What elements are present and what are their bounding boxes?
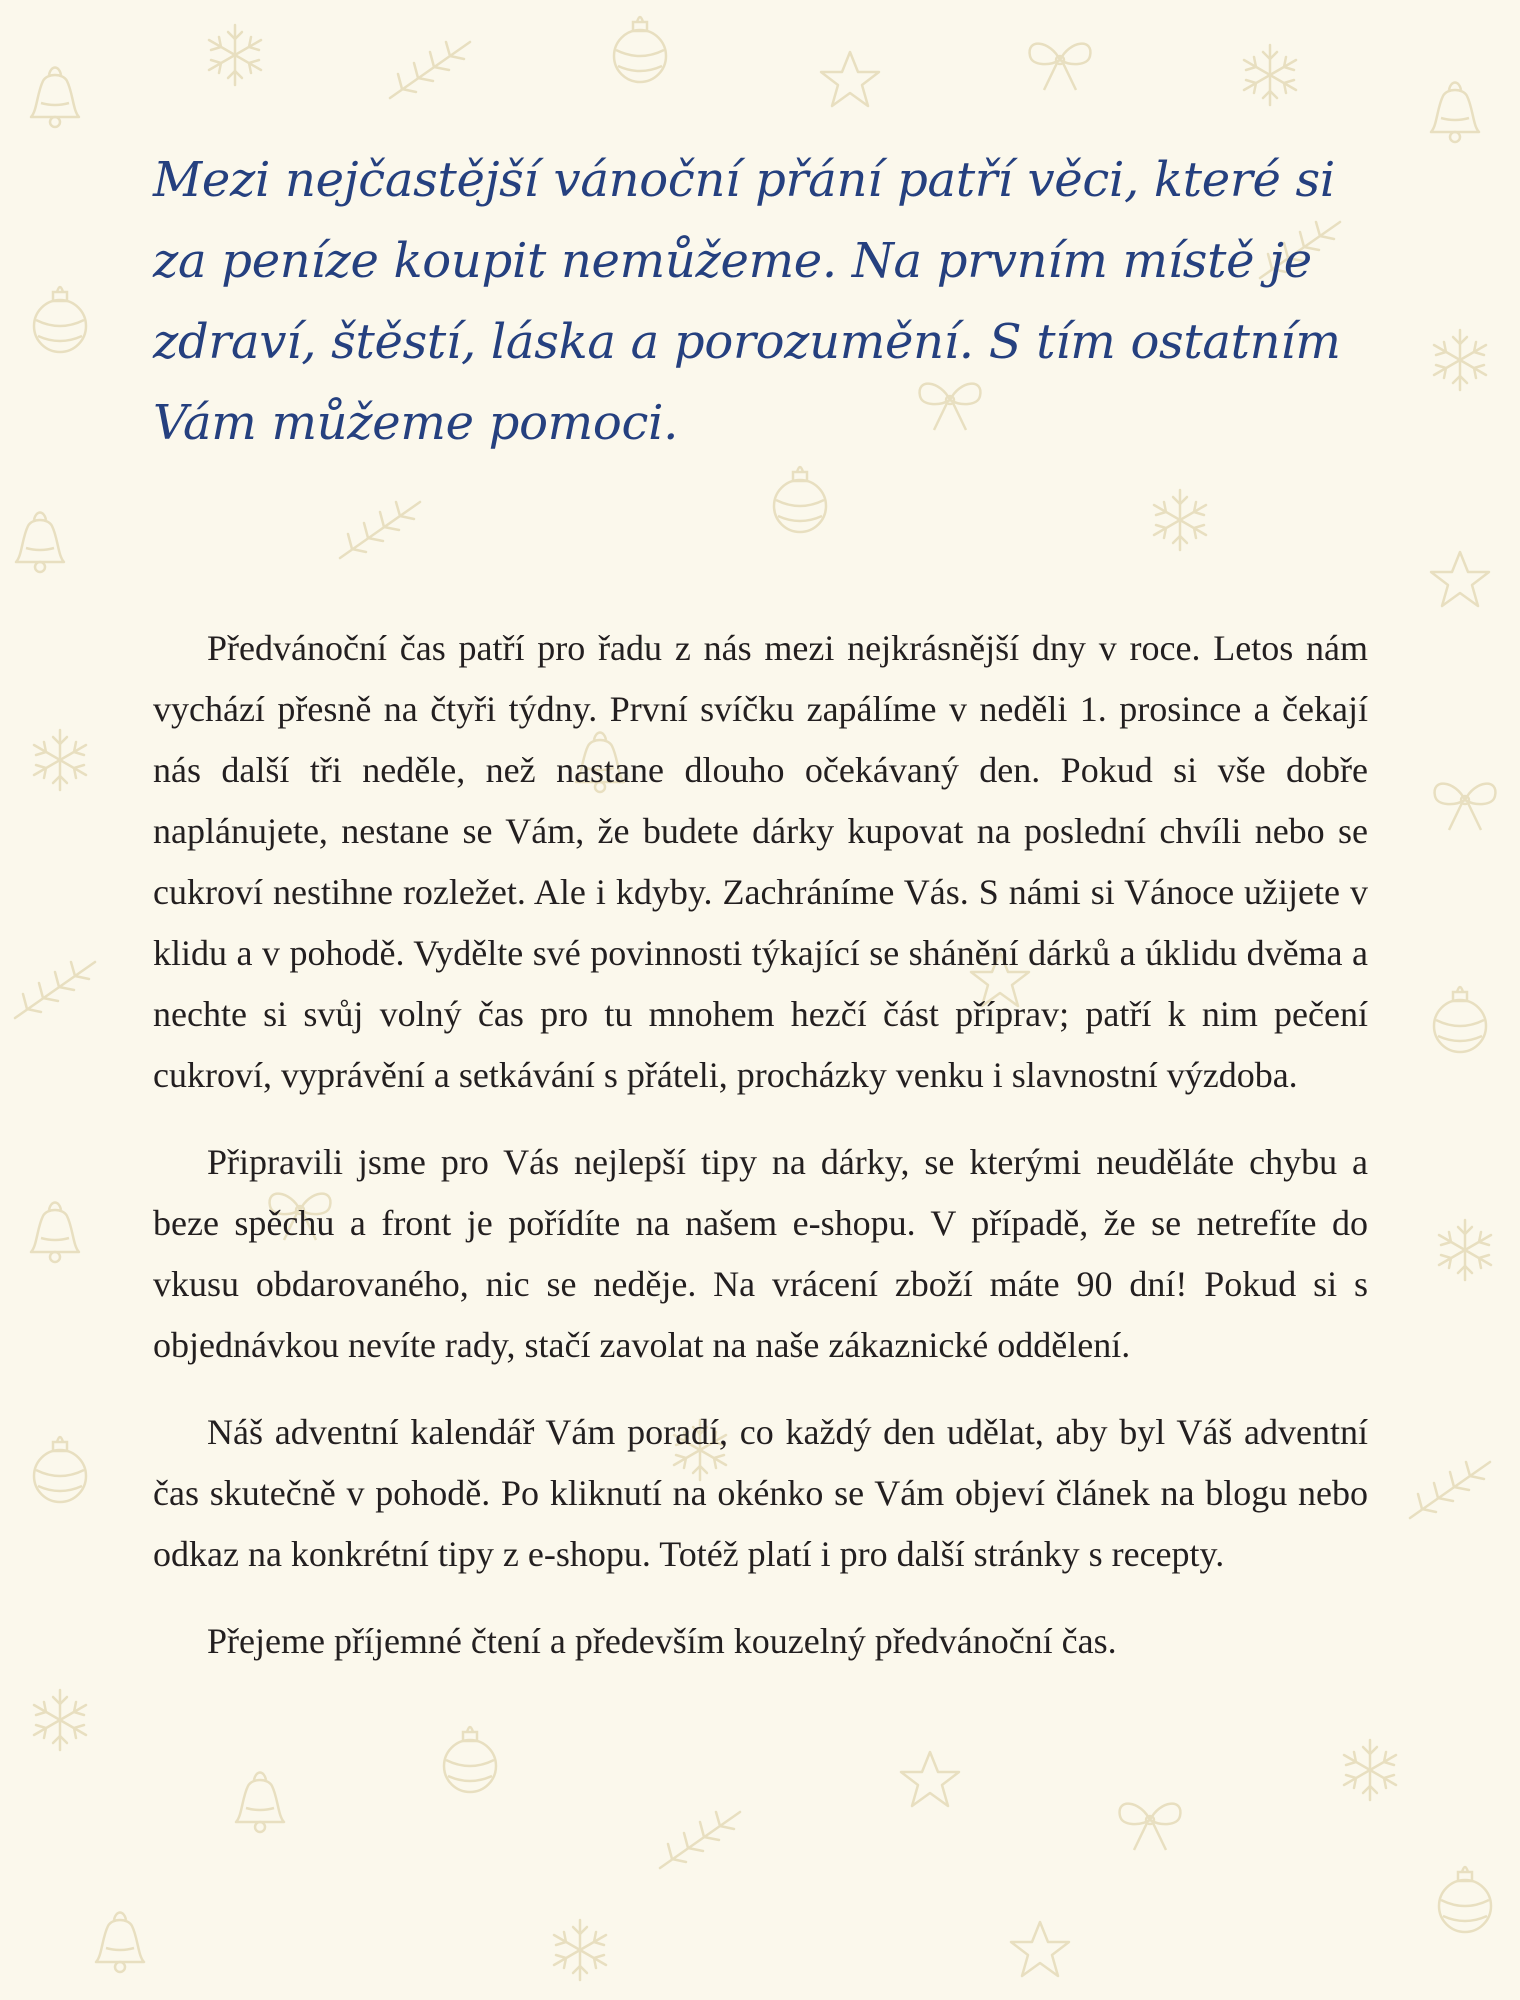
- snowflake-icon: [1434, 330, 1486, 390]
- snowflake-icon: [554, 1920, 606, 1980]
- star-icon: [1011, 1922, 1069, 1976]
- fir-branch-icon: [1410, 1462, 1490, 1518]
- bell-icon: [96, 1913, 144, 1973]
- bauble-icon: [614, 17, 666, 82]
- paragraph-greeting: Přejeme příjemné čtení a především kouzelný předvánoční čas.: [207, 1621, 1117, 1661]
- fir-branch-icon: [15, 962, 95, 1018]
- paragraph-gift-tips: Připravili jsme pro Vás nejlepší tipy na dárky, se kterými neuděláte chybu a beze spěchu a front je pořídíte na našem e-shopu. V případě, že se netrefíte do vkusu obdarovaného, nic se neděje. Na vrácení zboží máte 90 dní! Pokud si s objednávkou nevíte rady, stačí zavolat na naše zákaznické oddělení.: [153, 1142, 1368, 1365]
- bell-icon: [16, 513, 64, 573]
- bell-icon: [236, 1773, 284, 1833]
- fir-branch-icon: [390, 42, 470, 98]
- bauble-icon: [34, 287, 86, 352]
- paragraph-advent-calendar: Náš adventní kalendář Vám poradí, co každý den udělat, aby byl Váš adventní čas skutečně v pohodě. Po kliknutí na okénko se Vám objeví článek na blogu nebo odkaz na konkrétní tipy z e-shopu. Totéž platí i pro další stránky s recepty.: [153, 1412, 1368, 1574]
- paragraph-advent-time: Předvánoční čas patří pro řadu z nás mezi nejkrásnější dny v roce. Letos nám vychází přesně na čtyři týdny. První svíčku zapálíme v neděli 1. prosince a čekají nás další tři neděle, než nastane dlouho očekávaný den. Pokud si vše dobře naplánujete, nestane se Vám, že budete dárky kupovat na poslední chvíli nebo se cukroví nestihne rozležet. Ale i kdyby. Zachráníme Vás. S námi si Vánoce užijete v klidu a v pohodě. Vydělte své povinnosti týkající se shánění dárků a úklidu dvěma a nechte si svůj volný čas pro tu mnohem hezčí část příprav; patří k nim pečení cukroví, vyprávění a setkávání s přáteli, procházky venku i slavnostní výzdoba.: [153, 628, 1368, 1095]
- intro-heading: Mezi nejčastější vánoční přání patří věci, které si za peníze koupit nemůžeme. Na prvním místě je zdraví, štěstí, láska a porozumění. S tím ostatním Vám můžeme pomoci.: [153, 152, 1341, 451]
- snowflake-icon: [34, 1690, 86, 1750]
- star-icon: [1431, 552, 1489, 606]
- bauble-icon: [444, 1727, 496, 1792]
- bell-icon: [1431, 83, 1479, 143]
- bauble-icon: [1439, 1867, 1491, 1932]
- snowflake-icon: [209, 25, 261, 85]
- bell-icon: [31, 1203, 79, 1263]
- snowflake-icon: [1244, 45, 1296, 105]
- snowflake-icon: [1439, 1220, 1491, 1280]
- snowflake-icon: [34, 730, 86, 790]
- bow-icon: [1435, 784, 1496, 830]
- star-icon: [821, 52, 879, 106]
- bow-icon: [1030, 44, 1091, 90]
- snowflake-icon: [1344, 1740, 1396, 1800]
- document-page: [153, 140, 1368, 1698]
- body-text: [153, 618, 1368, 1672]
- bauble-icon: [34, 1437, 86, 1502]
- bauble-icon: [1434, 987, 1486, 1052]
- bow-icon: [1120, 1804, 1181, 1850]
- star-icon: [901, 1752, 959, 1806]
- fir-branch-icon: [660, 1812, 740, 1868]
- bell-icon: [31, 68, 79, 128]
